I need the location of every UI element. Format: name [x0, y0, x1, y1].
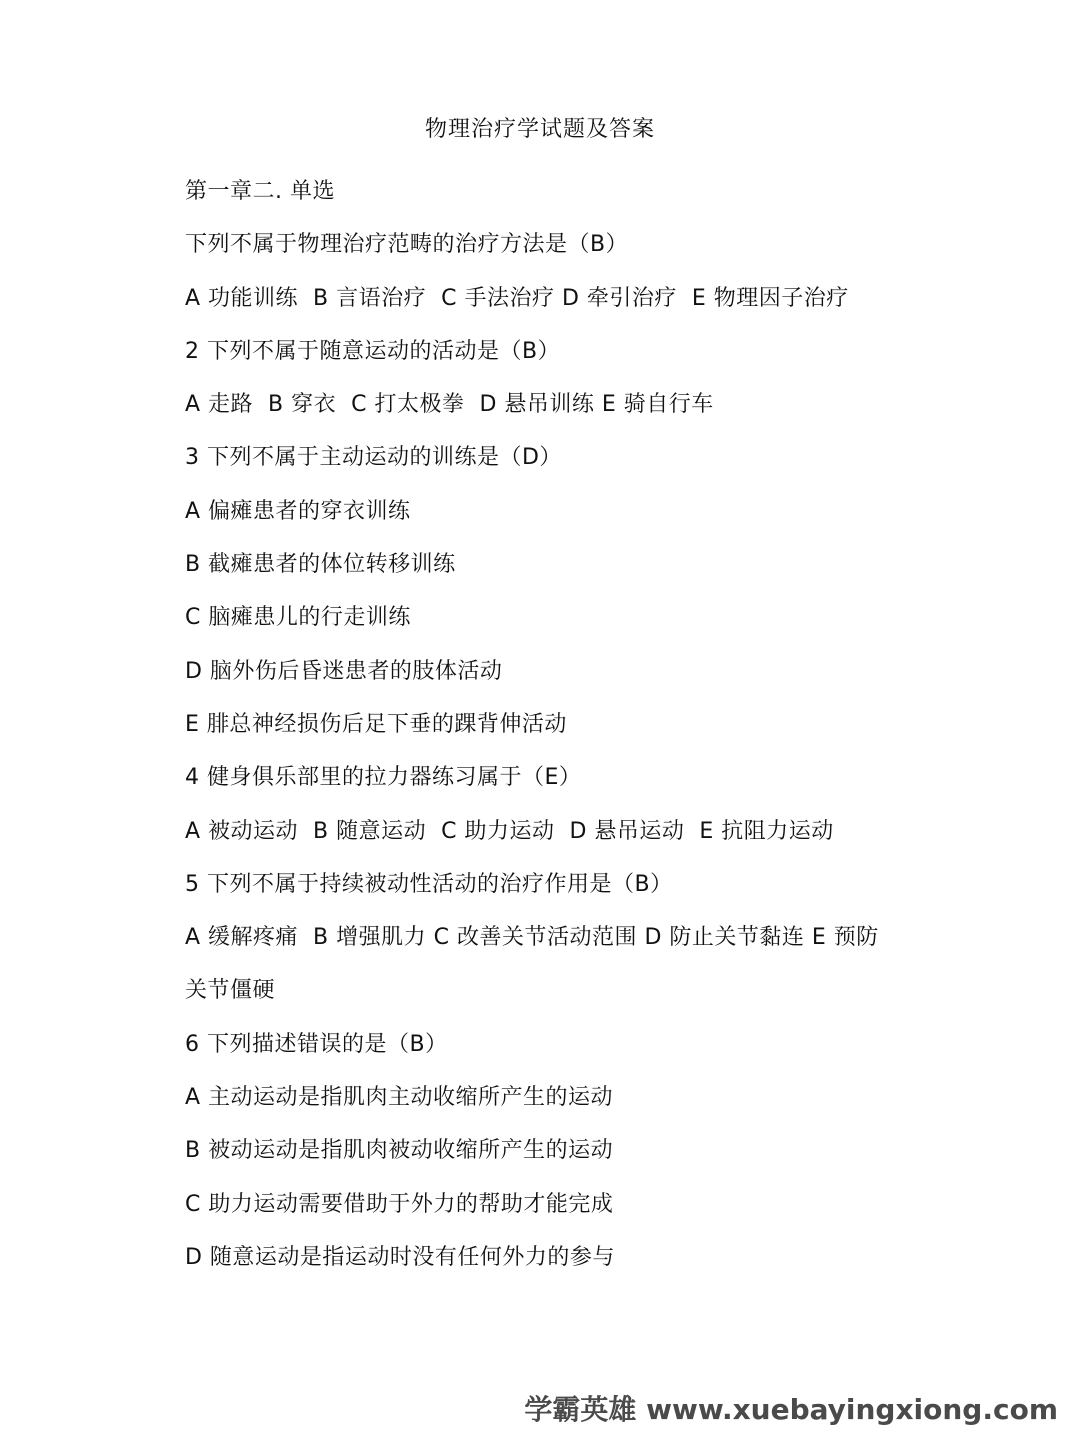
question-line: 5 下列不属于持续被动性活动的治疗作用是（B）	[185, 871, 673, 897]
option-line: A 偏瘫患者的穿衣训练	[185, 498, 411, 524]
option-line: E 腓总神经损伤后足下垂的踝背伸活动	[185, 711, 567, 737]
question-line: 2 下列不属于随意运动的活动是（B）	[185, 338, 561, 364]
site-watermark: 学霸英雄 www.xuebayingxiong.com	[524, 1393, 1058, 1426]
options-line: A 缓解疼痛 B 增强肌力 C 改善关节活动范围 D 防止关节黏连 E 预防	[185, 925, 879, 951]
option-line: C 助力运动需要借助于外力的帮助才能完成	[185, 1191, 614, 1217]
document-title: 物理治疗学试题及答案	[424, 117, 655, 142]
question-list	[185, 165, 945, 1284]
question-line: 3 下列不属于主动运动的训练是（D）	[185, 445, 562, 471]
options-line-continued: 关节僵硬	[185, 978, 276, 1004]
option-line: B 被动运动是指肌肉被动收缩所产生的运动	[185, 1138, 614, 1164]
option-line: C 脑瘫患儿的行走训练	[185, 605, 411, 631]
option-line: B 截瘫患者的体位转移训练	[185, 552, 456, 578]
question-line: 4 健身俱乐部里的拉力器练习属于（E）	[185, 765, 582, 791]
options-line: A 功能训练 B 言语治疗 C 手法治疗 D 牵引治疗 E 物理因子治疗	[185, 285, 849, 311]
option-line: D 随意运动是指运动时没有任何外力的参与	[185, 1244, 615, 1270]
question-line: 下列不属于物理治疗范畴的治疗方法是（B）	[185, 232, 629, 258]
option-line: A 主动运动是指肌肉主动收缩所产生的运动	[185, 1085, 614, 1111]
option-line: D 脑外伤后昏迷患者的肢体活动	[185, 658, 503, 684]
question-line: 6 下列描述错误的是（B）	[185, 1031, 448, 1057]
section-heading: 第一章二. 单选	[185, 179, 335, 204]
options-line: A 被动运动 B 随意运动 C 助力运动 D 悬吊运动 E 抗阻力运动	[185, 818, 834, 844]
options-line: A 走路 B 穿衣 C 打太极拳 D 悬吊训练 E 骑自行车	[185, 392, 714, 418]
